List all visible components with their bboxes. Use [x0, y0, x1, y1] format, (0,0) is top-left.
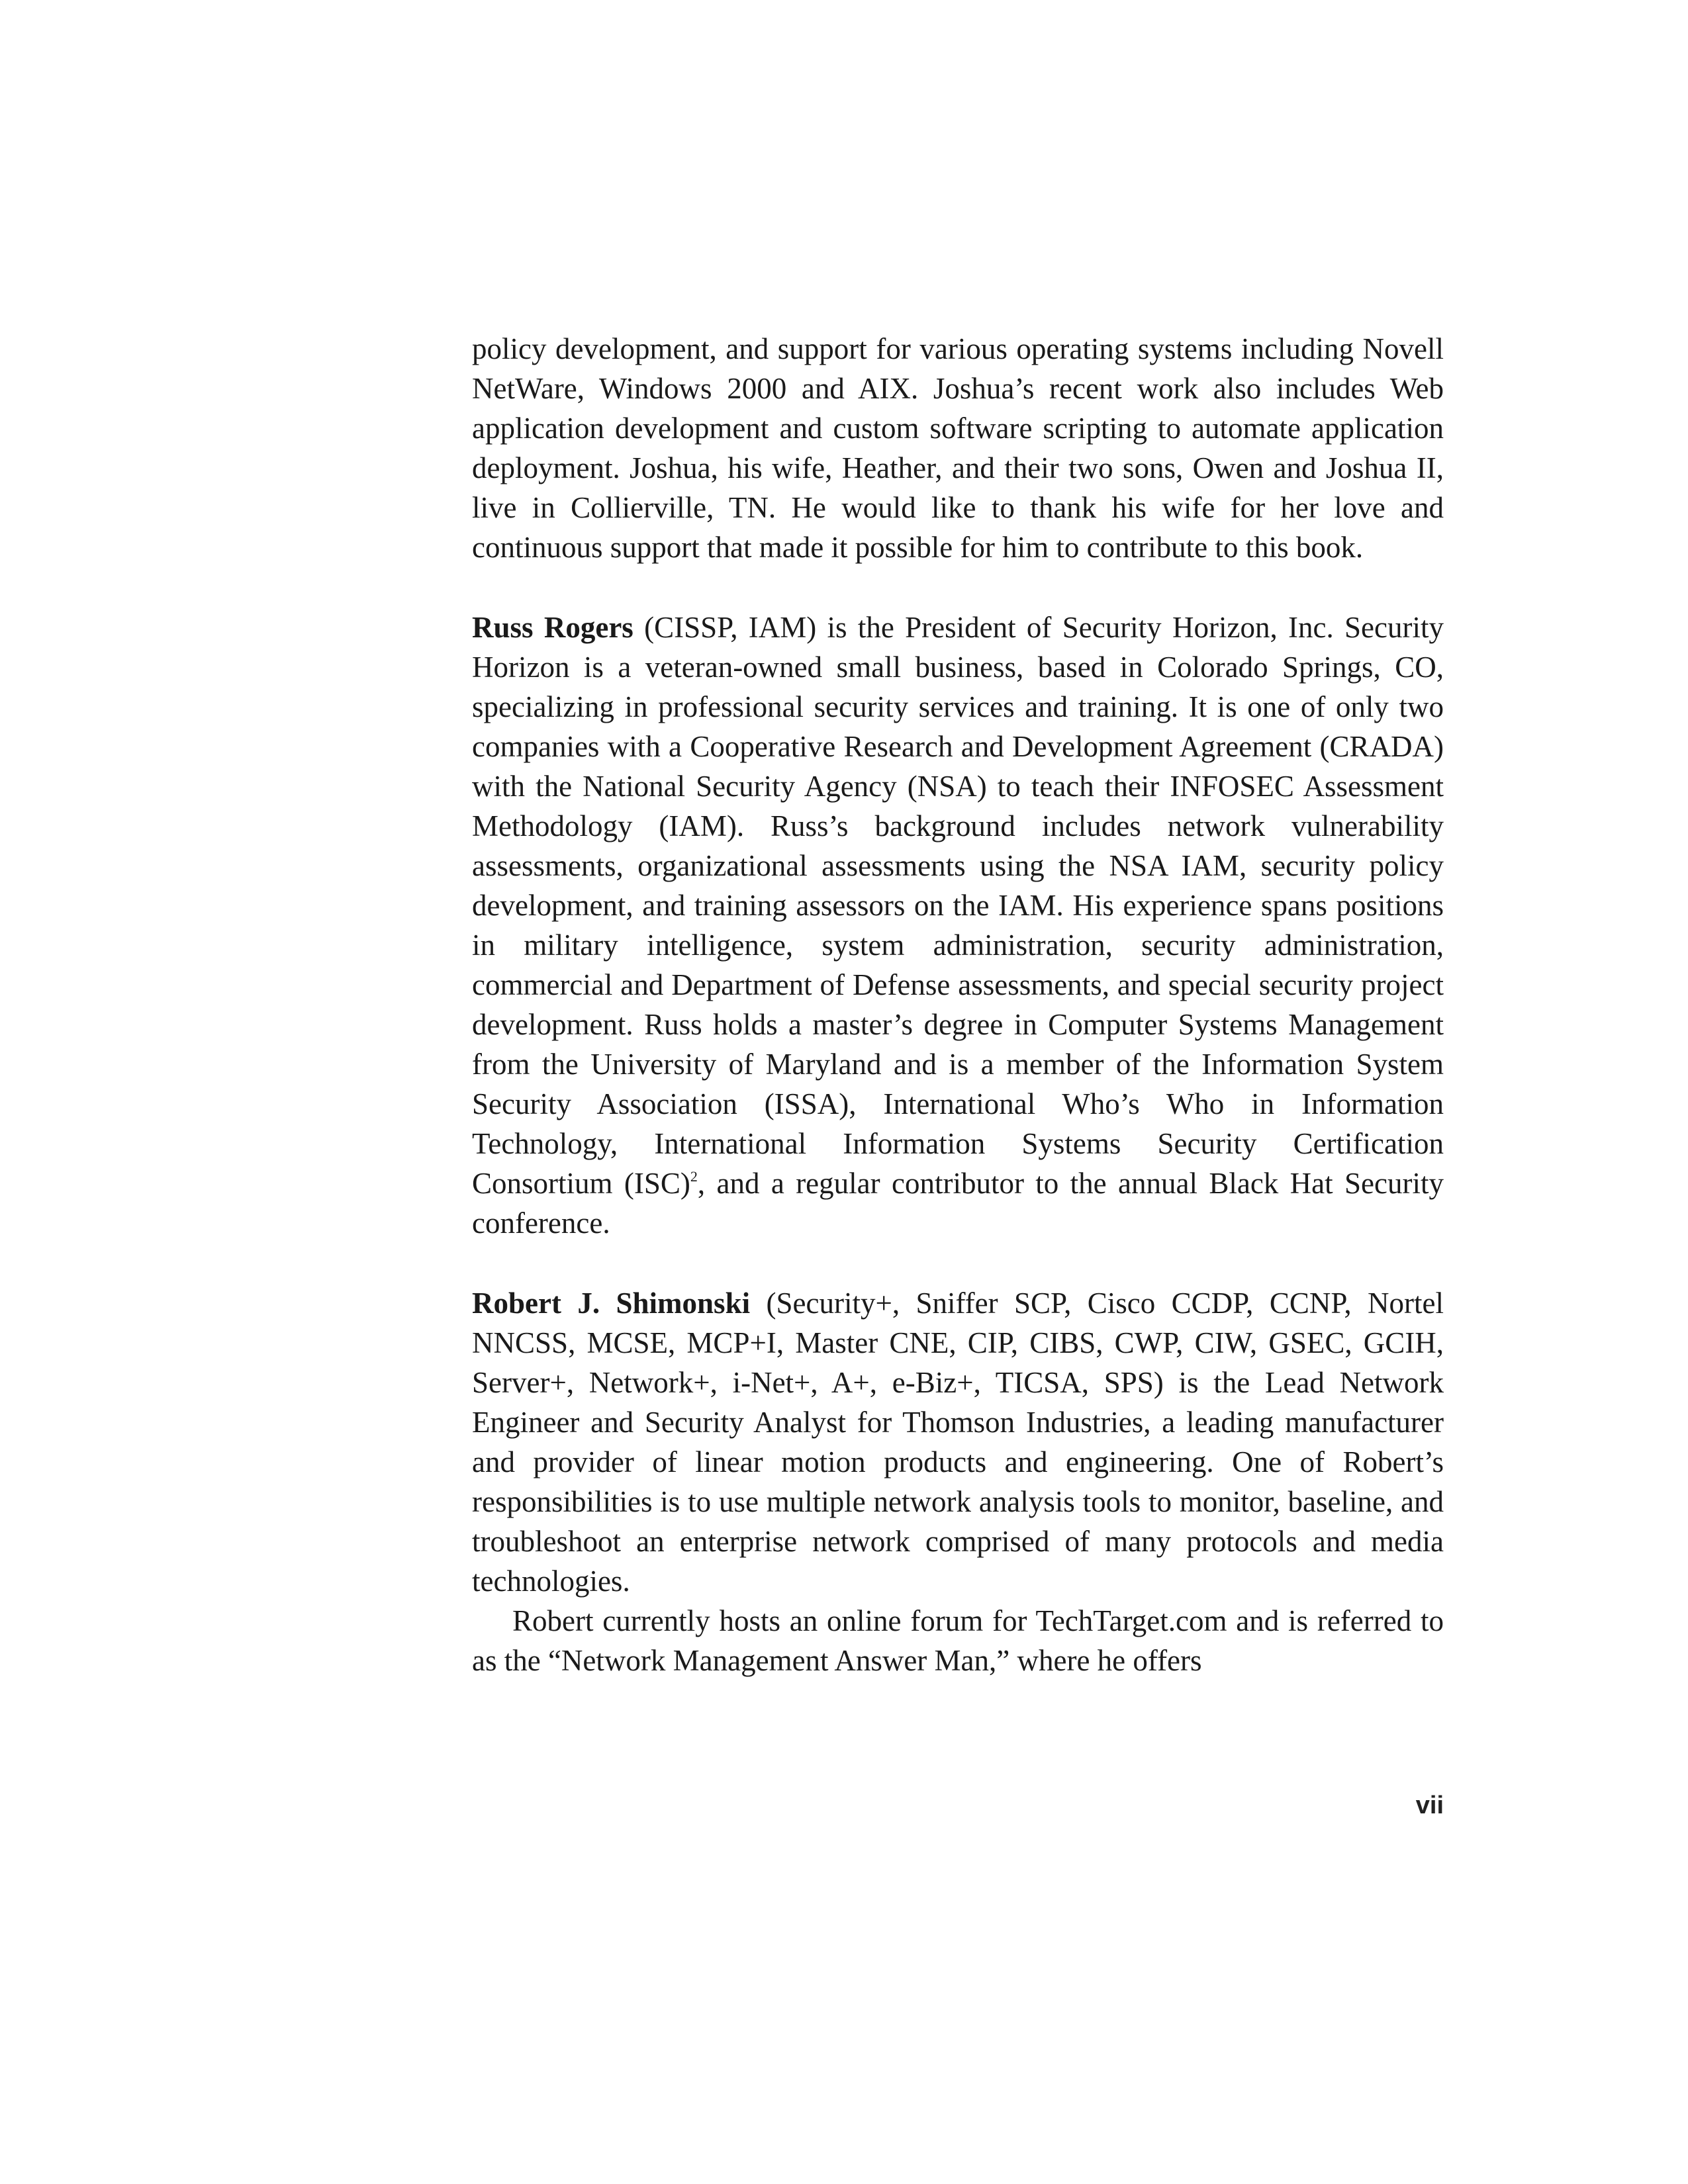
paragraph-gap [472, 567, 1444, 608]
page-body [472, 329, 1444, 1680]
author-name: Russ Rogers [472, 611, 633, 644]
author-name: Robert J. Shimonski [472, 1287, 751, 1320]
paragraph-gap [472, 1243, 1444, 1283]
bio-text-end: , and a regular contributor to the annual Black Hat Security conference. [472, 1167, 1444, 1240]
bio-robert-shimonski [472, 1283, 1444, 1601]
bio-text: (Security+, Sniffer SCP, Cisco CCDP, CCNP, Nortel NNCSS, MCSE, MCP+I, Master CNE, CIP, CIBS, CWP, CIW, GSEC, GCIH, Server+, Network+, i-Net+, A+, e-Biz+, TICSA, SPS) is the Lead Network Engineer and Security Analyst for Thomson Industries, a leading manufacturer and provider of linear motion products and engineering. One of Robert’s responsibilities is to use multiple network analysis tools to monitor, baseline, and troubleshoot an enterprise network comprised of many protocols and media technologies. [472, 1287, 1444, 1598]
bio-robert-shimonski-continued: Robert currently hosts an online forum for TechTarget.com and is referred to as the “Network Management Answer Man,” where he offers [472, 1604, 1444, 1677]
bio-russ-rogers [472, 608, 1444, 1243]
superscript: 2 [690, 1168, 698, 1185]
page-number: vii [1415, 1792, 1444, 1819]
bio-continuation-paragraph: policy development, and support for various operating systems including Novell NetWare, Windows 2000 and AIX. Joshua’s recent work also includes Web application development and custom software scripting to automate application deployment. Joshua, his wife, Heather, and their two sons, Owen and Joshua II, live in Collierville, TN. He would like to thank his wife for her love and continuous support that made it possible for him to contribute to this book. [472, 332, 1444, 564]
bio-text: (CISSP, IAM) is the President of Security Horizon, Inc. Security Horizon is a veteran-owned small business, based in Colorado Springs, CO, specializing in professional security services and training. It is one of only two companies with a Cooperative Research and Development Agreement (CRADA) with the National Security Agency (NSA) to teach their INFOSEC Assessment Methodology (IAM). Russ’s background includes network vulnerability assessments, organizational assessments using the NSA IAM, security policy development, and training assessors on the IAM. His experience spans positions in military intelligence, system administration, security administration, commercial and Department of Defense assessments, and special security project development. Russ holds a master’s degree in Computer Systems Management from the University of Maryland and is a member of the Information System Security Association (ISSA), International Who’s Who in Information Technology, International Information Systems Security Certification Consortium (ISC) [472, 611, 1444, 1200]
